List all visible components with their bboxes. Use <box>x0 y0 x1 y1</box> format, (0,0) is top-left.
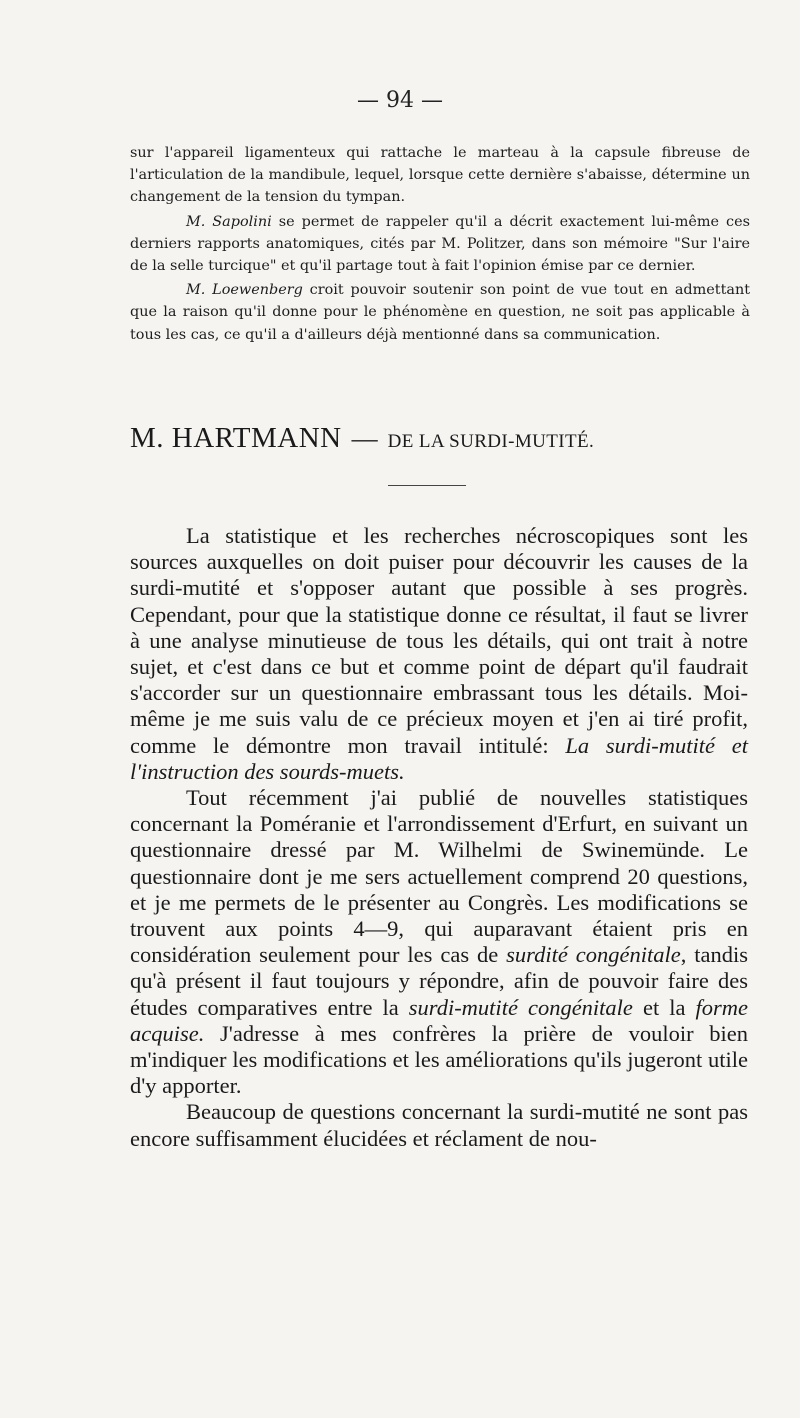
page-number: — 94 — <box>357 88 443 113</box>
heading-author: M. HARTMANN <box>130 422 342 454</box>
discussion-paragraph-3 <box>130 279 750 346</box>
sapolini-remark: se permet de rappeler qu'il a décrit exactement lui-même ces derniers rapports anatomiques, cités par M. Politzer, dans son mémoire "Sur l'aire de la selle turcique" et qu'il partage tout à fait l'opinion émise par ce dernier. <box>130 213 750 275</box>
term-surdite-congenitale: surdité congénitale <box>506 942 681 968</box>
body-paragraph-2-part-b: , tandis qu'à présent il faut toujours y répondre, afin de pouvoir faire des études comparatives entre la <box>130 942 749 1020</box>
heading-subject: DE LA SURDI-MUTITÉ. <box>387 431 595 452</box>
discussion-paragraph-1: sur l'appareil ligamenteux qui rattache le marteau à la capsule fibreuse de l'articulation de la mandibule, lequel, lorsque cette dernière s'abaisse, détermine un changement de la tension du tympan. <box>130 145 750 206</box>
body-paragraph-1-text: La statistique et les recherches nécroscopiques sont les sources auxquelles on doit puiser pour découvrir les causes de la surdi-mutité et s'opposer autant que possible à ses progrès. Cependant, pour que la statistique donne ce résultat, il faut se livrer à une analyse minutieuse de tous les détails, qui ont trait à notre sujet, et c'est dans ce but et comme point de départ qu'il faudrait s'accorder sur un questionnaire embrassant tous les détails. Moi-même je me suis valu de ce précieux moyen et j'en ai tiré profit, comme le démontre mon travail intitulé: <box>130 523 748 758</box>
section-divider <box>388 485 466 486</box>
body-paragraph-2-part-d: J'adresse à mes confrères la prière de vouloir bien m'indiquer les modifications et les améliorations qu'ils jugeront utile d'y apporter. <box>130 1020 748 1099</box>
discussion-paragraph-2 <box>130 211 750 278</box>
heading-dash: — <box>351 424 378 453</box>
speaker-sapolini: M. Sapolini <box>186 213 272 230</box>
term-forme-acquise: forme acquise. <box>130 994 748 1046</box>
body-paragraph-1 <box>130 523 748 785</box>
body-paragraph-2-part-c: et la <box>632 994 696 1020</box>
cited-work-title: La surdi-mutité et l'instruction des sourds-muets. <box>130 732 748 784</box>
body-paragraph-2-part-a: Tout récemment j'ai publié de nouvelles statistiques concernant la Poméranie et l'arrondissement d'Erfurt, en suivant un questionnaire dressé par M. Wilhelmi de Swinemünde. Le questionnaire dont je me sers actuellement comprend 20 questions, et je me permets de le présenter au Congrès. Les modifications se trouvent aux points 4—9, qui auparavant étaient pris en considération seulement pour les cas de <box>130 785 748 968</box>
loewenberg-remark: croit pouvoir soutenir son point de vue tout en admettant que la raison qu'il donne pour le phénomène en question, ne soit pas applicable à tous les cas, ce qu'il a d'ailleurs déjà mentionné dans sa communication. <box>130 282 750 343</box>
body-paragraph-3: Beaucoup de questions concernant la surdi-mutité ne sont pas encore suffisamment élucidées et réclament de nou- <box>130 1099 748 1151</box>
term-surdi-mutite-congenitale: surdi-mutité congénitale <box>408 994 633 1020</box>
section-heading <box>130 422 750 455</box>
body-paragraph-2 <box>130 785 748 1099</box>
article-body <box>130 523 748 1152</box>
discussion-section <box>130 142 750 348</box>
speaker-loewenberg: M. Loewenberg <box>186 282 303 299</box>
